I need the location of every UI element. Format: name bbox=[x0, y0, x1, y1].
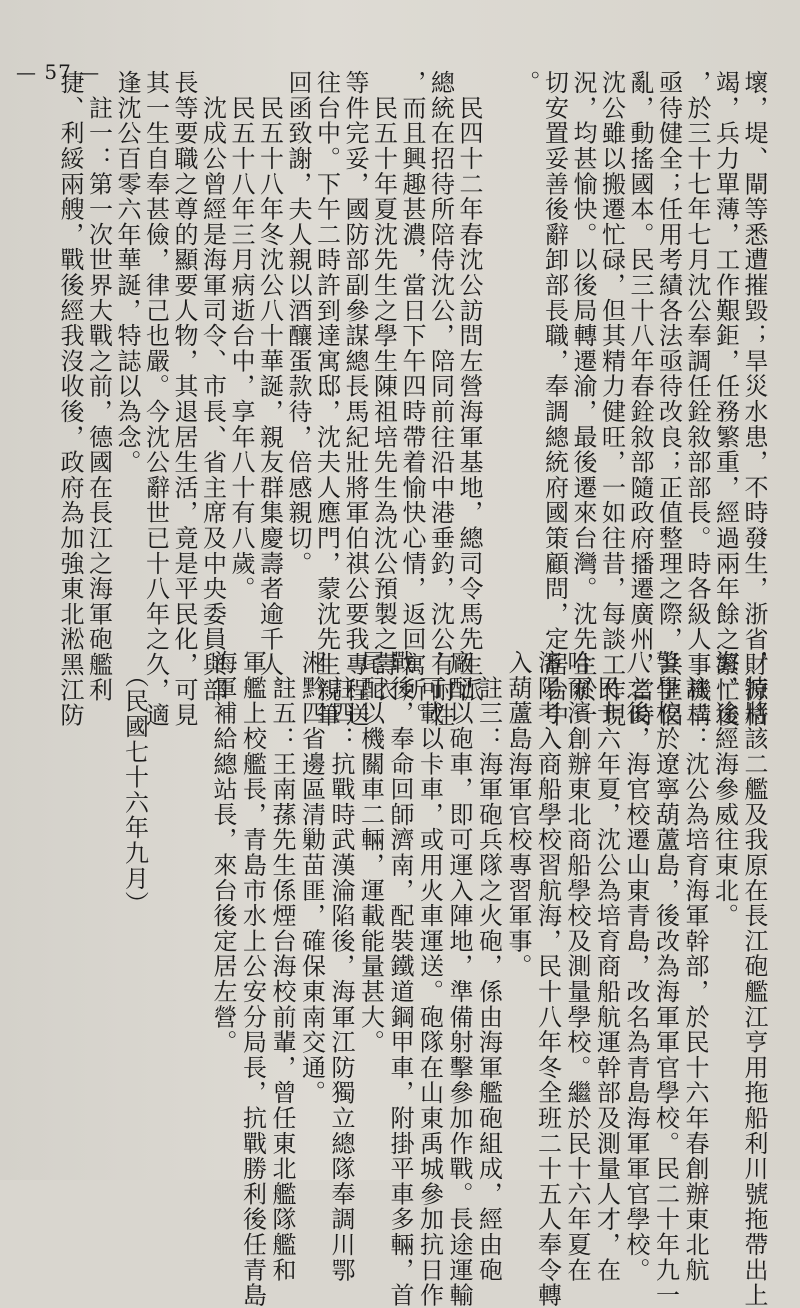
text-column: 等件完妥，國防部副參謀總長馬紀壯將軍伯祺公要我專程送 bbox=[341, 70, 369, 728]
text-column: 民五十八年冬沈公八十華誕，親友群集慶壽者逾千人。 bbox=[255, 70, 284, 703]
text-column: ，特將該二艦及我原在長江砲艦江亨用拖船利川號拖帶出上 bbox=[740, 650, 768, 1308]
text-column: 亟待健全；任用考績各法亟待改良；正值整理之際，共匪倡 bbox=[654, 70, 683, 728]
text-column: 民五十八年三月病逝台中，享年八十有八歲。 bbox=[227, 70, 255, 602]
text-column: 回函致謝，夫人親以酒釀蛋款待，倍感親切。 bbox=[284, 70, 312, 576]
text-column: 警學校於遼寧葫蘆島，後改為海軍軍官學校。民二十年九一 bbox=[651, 650, 680, 1308]
text-column: 註三：海軍砲兵隊之火砲，係由海軍艦砲組成，經由砲 bbox=[474, 650, 503, 1283]
text-column: 往台中。下午二時許到達寓邸，沈夫人應門，蒙沈先生親筆 bbox=[312, 70, 341, 728]
text-column: 瀋陽考入商船學校習航海，民十八年冬全班二十五人奉令轉 bbox=[533, 650, 562, 1308]
text-column: 八之後，海官校遷山東青島，改名為青島海軍軍官學校。 bbox=[622, 650, 650, 1283]
text-column: 戰後，奉命回師濟南，配裝鐵道鋼甲車，附掛平車多輛，首 bbox=[386, 650, 414, 1308]
text-column: ，可載以卡車，或用火車運送。砲隊在山東禹城參加抗日作 bbox=[415, 650, 444, 1308]
text-column: 切安置妥善後辭卸部長職，奉調總統府國策顧問，定居台中 bbox=[540, 70, 569, 728]
text-column: 逢沈公百零六年華誕，特誌以為念。 bbox=[113, 70, 141, 475]
text-column: 入葫蘆島海軍官校專習軍事。 bbox=[504, 650, 532, 979]
text-column: 民十六年夏，沈公為培育商船航運幹部及測量人才，在 bbox=[592, 650, 621, 1283]
text-column: 哈爾濱創辦東北商船學校及測量學校。繼於民十六年夏在 bbox=[563, 650, 591, 1283]
text-column: 民四十二年春沈公訪問左營海軍基地，總司令馬先生派 bbox=[455, 70, 483, 703]
text-column: 海，途經海參威往東北。 bbox=[710, 650, 739, 929]
text-column: （民國七十六年九月） bbox=[120, 650, 149, 917]
text-column: 註五：王南蓀先生係煙台海校前輩，曾任東北艦隊艦和 bbox=[268, 650, 296, 1283]
text-column: 廠配以砲車，即可運入陣地，準備射擊參加作戰。長途運輸 bbox=[445, 650, 473, 1308]
text-column: 軍艦上校艦長，青島市水上公安分局長，抗戰勝利後任青島 bbox=[238, 650, 267, 1308]
text-column: 壞，堤、閘等悉遭摧毀；旱災水患，不時發生，浙省財源枯 bbox=[740, 70, 768, 728]
text-column: 湘黔四省邊區清勦苗匪，確保東南交通。 bbox=[297, 650, 326, 1106]
text-column: 長等要職之尊的顯要人物，其退居生活，竟是平民化，可見 bbox=[170, 70, 198, 728]
text-column: 尾配以機關車二輛，運載能量甚大。 bbox=[356, 650, 385, 1055]
page-number: — 57 — bbox=[16, 60, 101, 84]
text-column: 總統在招待所陪侍沈公，陪同前往沿中港垂釣，沈公有耐性 bbox=[426, 70, 455, 728]
text-column: 民五十年夏沈先生之學生陳祖培先生為沈公預製之壽衣 bbox=[369, 70, 398, 703]
text-column: 註一：第一次世界大戰之前，德國在長江之海軍砲艦利 bbox=[84, 70, 113, 703]
text-column: 竭，兵力單薄，工作艱鉅，任務繁重，經過兩年餘之繁忙後 bbox=[711, 70, 740, 728]
text-column: ，於三十七年七月沈公奉調任銓敘部部長。時各級人事機構 bbox=[683, 70, 711, 728]
text-column: 亂，動搖國本。民三十八年春銓敘部隨政府播遷廣州，當時 bbox=[626, 70, 654, 728]
text-column: 註四：抗戰時武漢淪陷後，海軍江防獨立總隊奉調川鄂 bbox=[327, 650, 355, 1283]
text-column: 沈成公曾經是海軍司令、市長、省主席及中央委員與部 bbox=[198, 70, 227, 703]
text-column: ，而且興趣甚濃，當日下午四時帶着愉快心情，返回寓所。 bbox=[398, 70, 426, 728]
text-column: 海軍補給總站長，來台後定居左營。 bbox=[209, 650, 237, 1055]
text-column: 況，均甚愉快。以後局轉遷渝，最後遷來台灣。沈先生於一 bbox=[569, 70, 597, 728]
text-column: 沈公雖以搬遷忙碌，但其精力健旺，一如往昔，每談工作現 bbox=[597, 70, 626, 728]
text-column: 其一生自奉甚儉，律己也嚴。今沈公辭世已十八年之久，適 bbox=[141, 70, 170, 728]
text-column: 。 bbox=[512, 70, 540, 96]
text-column: 捷、利綏兩艘，戰後經我沒收後，政府為加強東北淞黑江防 bbox=[56, 70, 84, 728]
text-column: 註二：沈公為培育海軍幹部，於民十六年春創辦東北航 bbox=[681, 650, 709, 1283]
